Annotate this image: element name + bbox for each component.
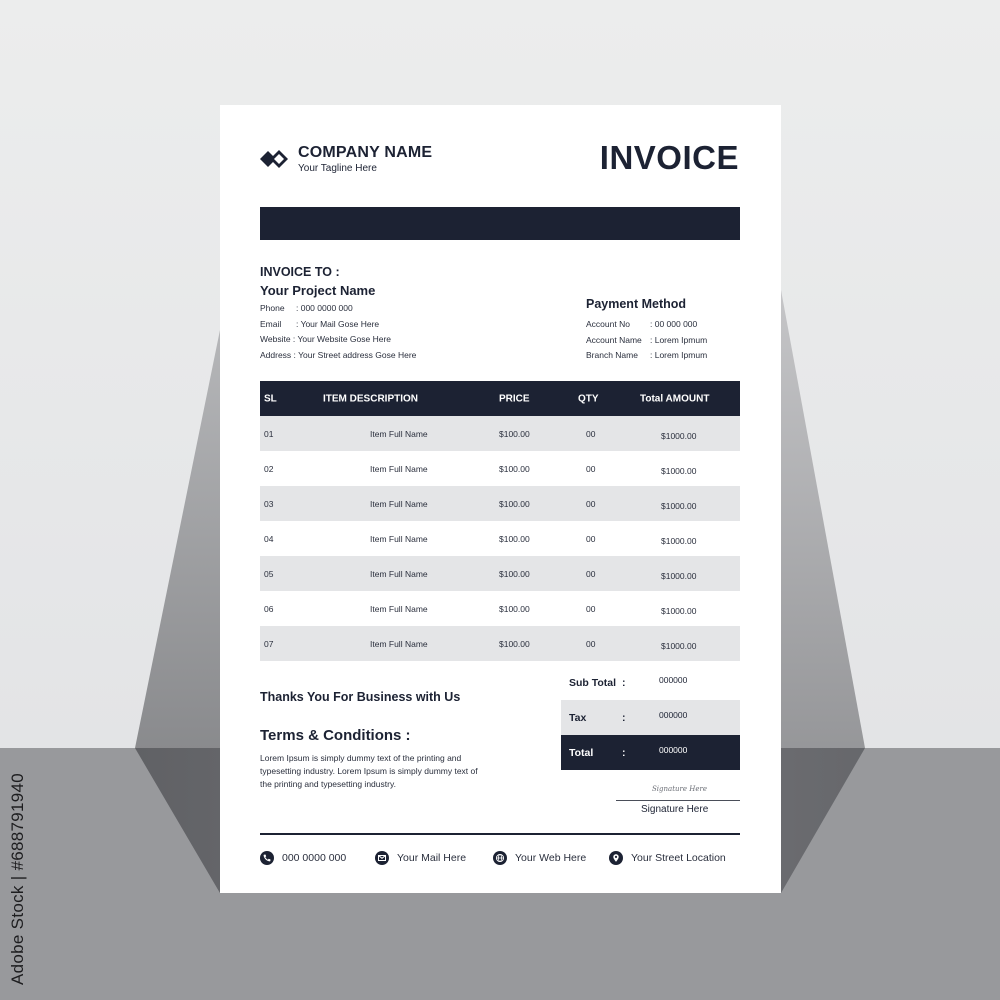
thanks-message: Thanks You For Business with Us — [260, 690, 461, 704]
cell-total: $1000.00 — [661, 430, 697, 441]
invoice-title: INVOICE — [599, 139, 739, 176]
subtotal-value: 000000 — [659, 674, 688, 685]
cell-description: Item Full Name — [370, 638, 428, 649]
signature-line — [616, 800, 740, 801]
contact-address — [260, 350, 416, 366]
company-name: COMPANY NAME — [298, 144, 433, 161]
table-header — [260, 381, 740, 416]
project-name: Your Project Name — [260, 283, 376, 298]
table-row — [260, 591, 740, 626]
cell-qty: 00 — [586, 498, 596, 509]
payment-value: : Lorem Ipmum — [650, 334, 708, 345]
footer-web-text: Your Web Here — [515, 852, 587, 864]
cell-qty: 00 — [586, 428, 596, 439]
cell-description: Item Full Name — [370, 498, 428, 509]
contact-key: Phone — [260, 303, 285, 313]
client-contact — [260, 303, 416, 365]
footer-mail — [375, 851, 466, 865]
items-table — [260, 381, 740, 661]
cell-sl: 04 — [264, 533, 274, 544]
footer-mail-text: Your Mail Here — [397, 852, 467, 864]
signature-label: Signature Here — [641, 804, 709, 815]
mail-icon — [375, 851, 389, 865]
payment-key: Account Name — [586, 334, 642, 345]
header-price: PRICE — [499, 393, 530, 404]
signature-script: Signature Here — [652, 785, 707, 793]
invoice-to-label: INVOICE TO : — [260, 265, 340, 279]
footer-location-text: Your Street Location — [631, 852, 726, 864]
header-sl: SL — [264, 393, 277, 404]
totals-block — [561, 665, 740, 770]
company-tagline: Your Tagline Here — [298, 163, 377, 174]
cell-qty: 00 — [586, 568, 596, 579]
globe-icon — [493, 851, 507, 865]
contact-key: Email — [260, 318, 282, 329]
cell-sl: 05 — [264, 568, 274, 579]
cell-qty: 00 — [586, 533, 596, 544]
cell-total: $1000.00 — [661, 465, 697, 476]
subtotal-row — [561, 665, 740, 700]
contact-website — [260, 334, 416, 350]
cell-description: Item Full Name — [370, 533, 428, 544]
payment-method-title: Payment Method — [586, 297, 687, 311]
cell-sl: 07 — [264, 638, 274, 649]
contact-phone — [260, 303, 416, 319]
subtotal-colon: : — [622, 676, 626, 689]
payment-key: Branch Name — [586, 350, 638, 360]
total-colon: : — [622, 746, 626, 759]
phone-icon — [260, 851, 274, 865]
cell-total: $1000.00 — [661, 535, 697, 546]
table-row — [260, 451, 740, 486]
invoice-paper — [220, 105, 781, 893]
footer-web — [493, 851, 586, 865]
footer-contacts — [260, 851, 740, 867]
tax-value: 000000 — [659, 709, 688, 720]
cell-price: $100.00 — [499, 533, 530, 544]
cell-description: Item Full Name — [370, 428, 428, 439]
table-row — [260, 626, 740, 661]
contact-email — [260, 319, 416, 335]
contact-value: Address : Your Street address Gose Here — [260, 349, 417, 360]
footer-phone-text: 000 0000 000 — [282, 852, 347, 864]
footer-location — [609, 851, 726, 865]
footer-phone — [260, 851, 346, 865]
payment-value: : 00 000 000 — [650, 319, 698, 329]
cell-qty: 00 — [586, 463, 596, 474]
table-row — [260, 486, 740, 521]
header-qty: QTY — [578, 393, 599, 404]
cell-total: $1000.00 — [661, 500, 697, 511]
cell-sl: 02 — [264, 463, 274, 474]
terms-body: Lorem Ipsum is simply dummy text of the printing and typesetting industry. Lorem Ipsum is simply dummy text of the printing and typesetting industry. — [260, 753, 478, 789]
header-total: Total AMOUNT — [640, 393, 710, 404]
payment-value: : Lorem Ipmum — [650, 350, 708, 360]
cell-price: $100.00 — [499, 498, 530, 509]
cell-total: $1000.00 — [661, 640, 697, 651]
subtotal-label: Sub Total — [569, 676, 617, 689]
cell-total: $1000.00 — [661, 605, 697, 616]
cell-sl: 03 — [264, 498, 274, 509]
tax-label: Tax — [569, 711, 587, 724]
payment-key: Account No — [586, 319, 630, 329]
cell-sl: 01 — [264, 428, 274, 439]
header-band — [260, 207, 740, 240]
table-row — [260, 416, 740, 451]
cell-qty: 00 — [586, 603, 596, 614]
cell-sl: 06 — [264, 603, 274, 614]
cell-price: $100.00 — [499, 638, 530, 649]
cell-description: Item Full Name — [370, 603, 428, 614]
cell-total: $1000.00 — [661, 570, 697, 581]
total-row — [561, 735, 740, 770]
header-description: ITEM DESCRIPTION — [323, 393, 419, 404]
cell-description: Item Full Name — [370, 463, 428, 474]
cell-price: $100.00 — [499, 428, 530, 439]
cell-qty: 00 — [586, 638, 596, 649]
contact-value: Website : Your Website Gose Here — [260, 334, 392, 344]
contact-value: : 000 0000 000 — [296, 303, 353, 313]
tax-row — [561, 700, 740, 735]
tax-colon: : — [622, 711, 626, 724]
cell-price: $100.00 — [499, 463, 530, 474]
total-value: 000000 — [659, 744, 688, 755]
company-logo-icon — [260, 147, 292, 171]
cell-price: $100.00 — [499, 568, 530, 579]
cell-description: Item Full Name — [370, 568, 428, 579]
table-row — [260, 556, 740, 591]
terms-title: Terms & Conditions : — [260, 727, 411, 744]
table-row — [260, 521, 740, 556]
stock-watermark: Adobe Stock | #688791940 — [8, 772, 27, 985]
location-pin-icon — [609, 851, 623, 865]
contact-value: : Your Mail Gose Here — [296, 318, 380, 329]
footer-divider — [260, 833, 740, 835]
total-label: Total — [569, 746, 594, 759]
cell-price: $100.00 — [499, 603, 530, 614]
